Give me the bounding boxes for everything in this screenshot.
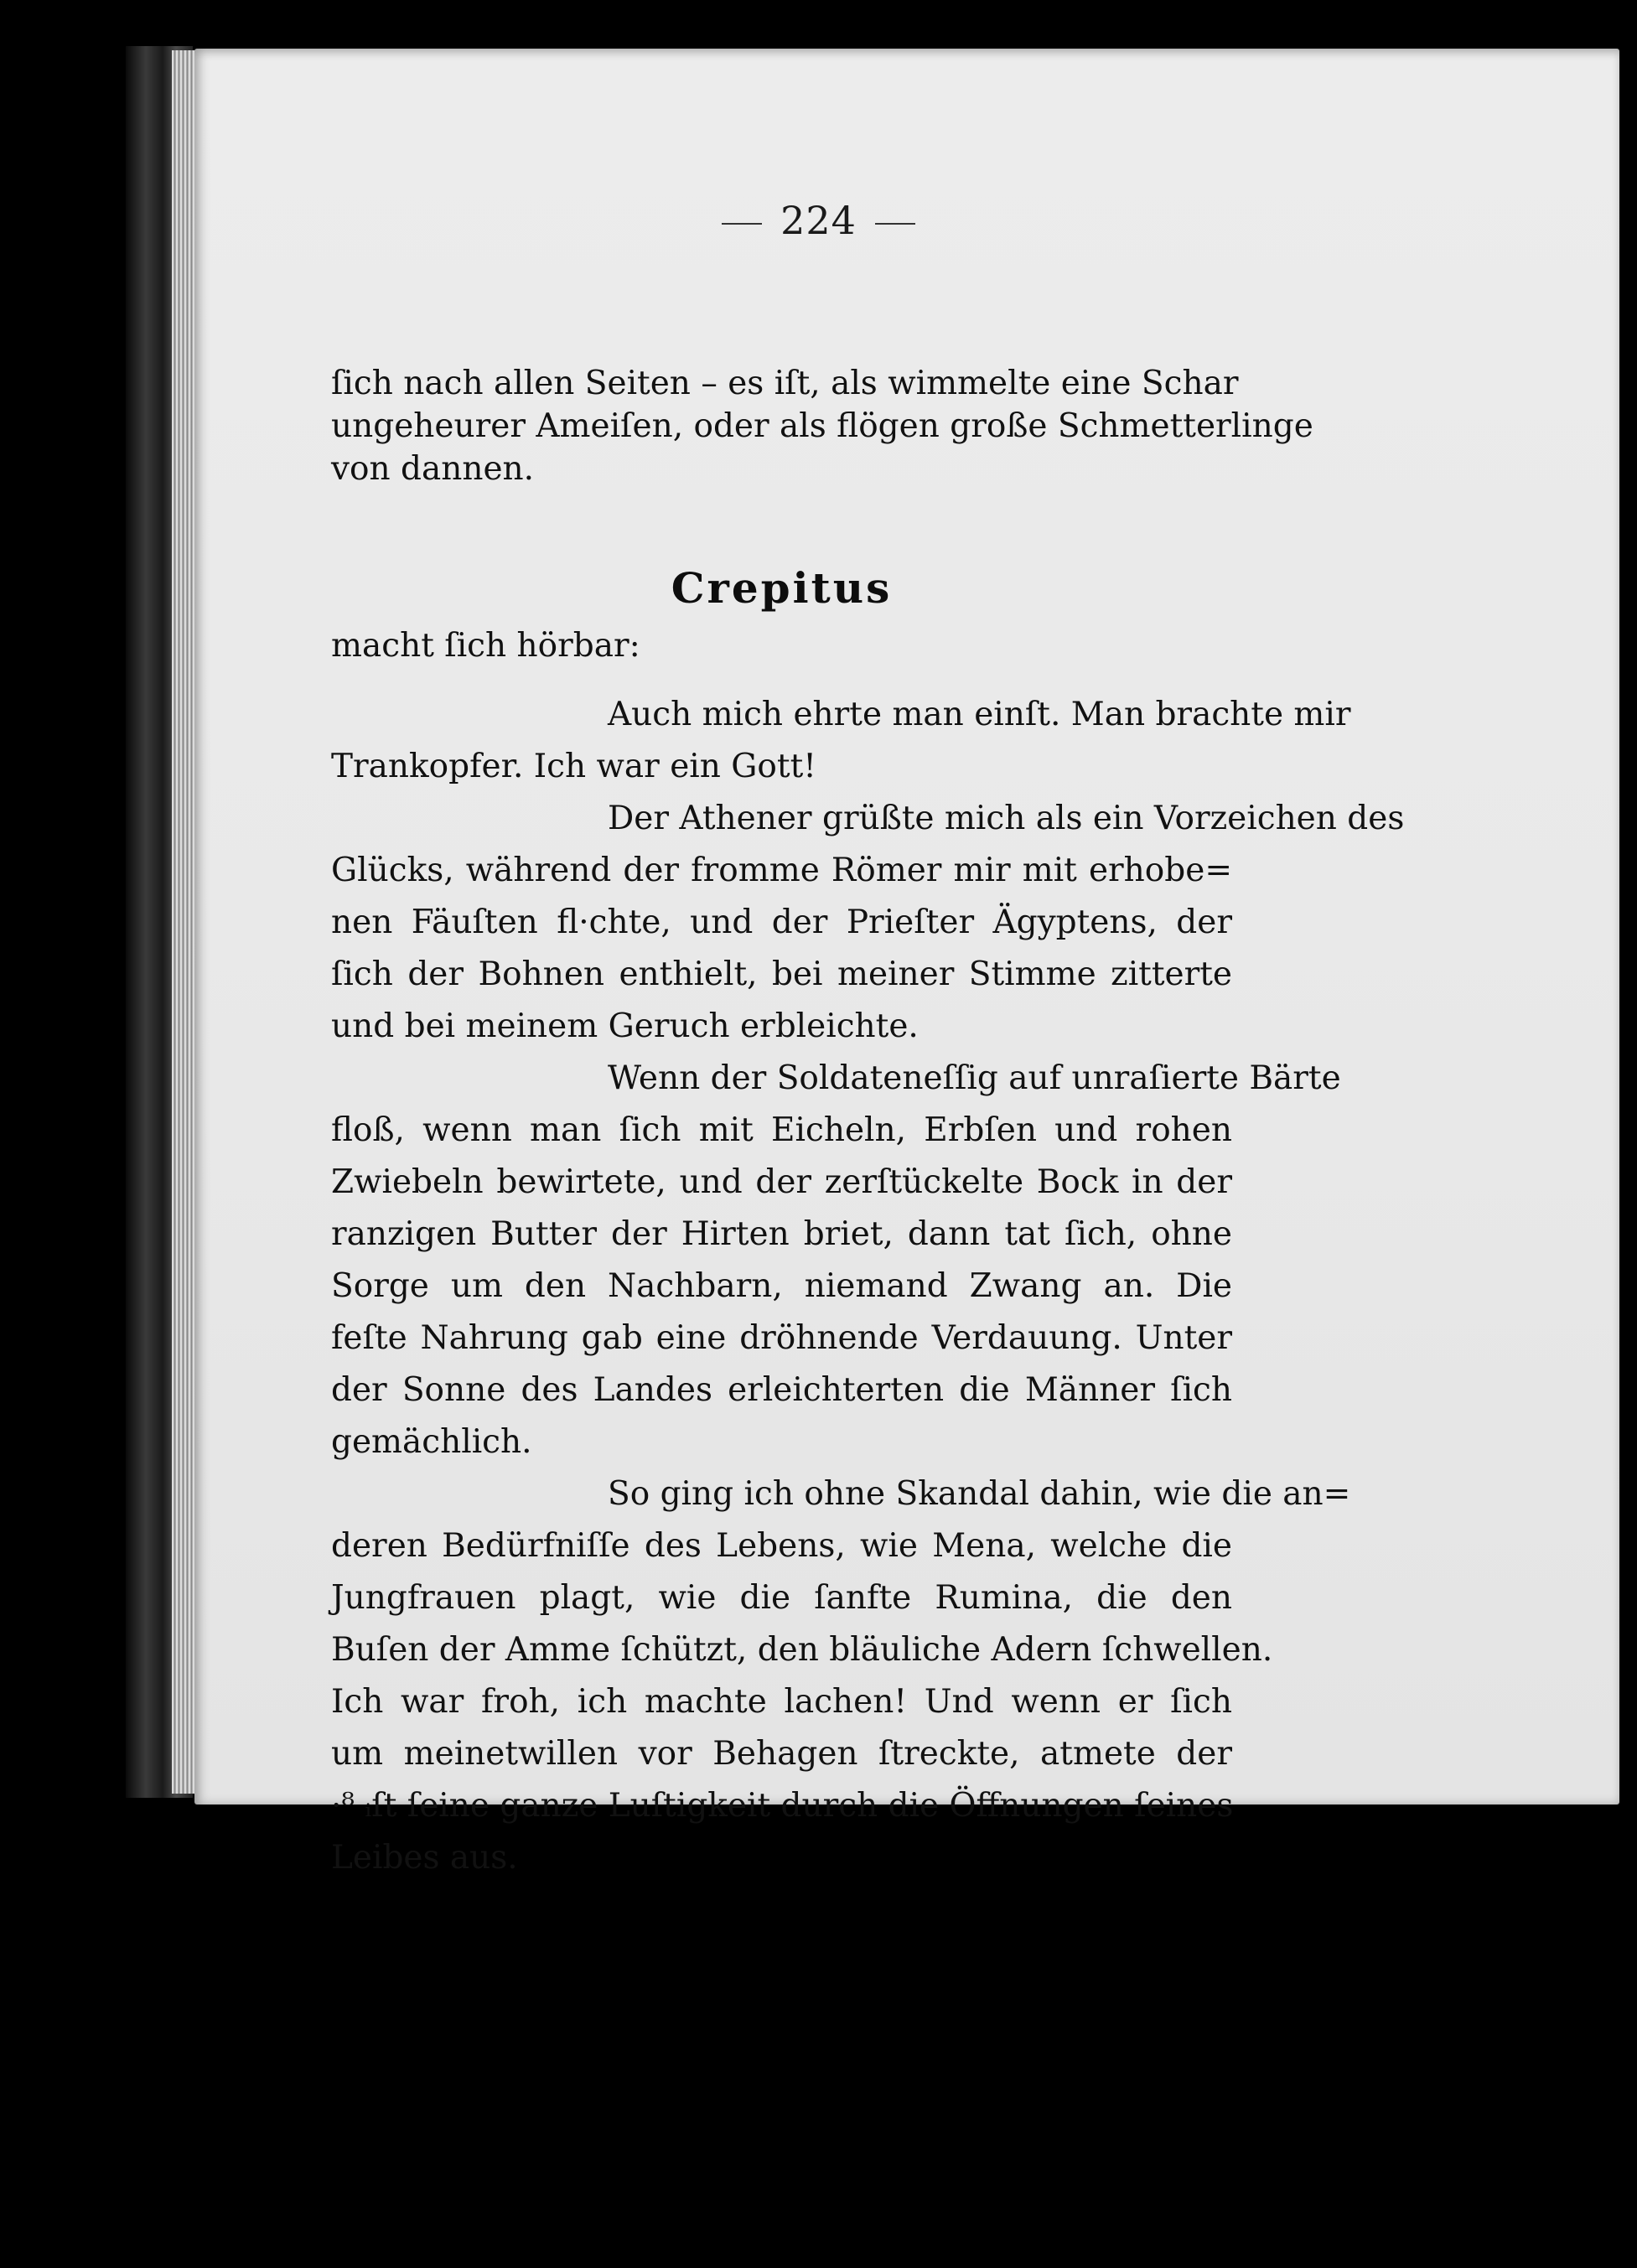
text-line: Glücks, während der fromme Römer mir mit erhobe= xyxy=(331,852,1232,889)
text-line: Wenn der Soldateneſſig auf unraſierte Bärte xyxy=(608,1059,1341,1097)
page-number-header xyxy=(0,198,1637,243)
text-line: Auch mich ehrte man einſt. Man brachte mir xyxy=(608,696,1351,733)
text-line: von dannen. xyxy=(331,450,535,488)
text-line: ungeheurer Ameiſen, oder als flögen große Schmetterlinge xyxy=(331,407,1313,445)
folio-dash-right xyxy=(875,223,915,225)
text-line: um meinetwillen vor Behagen ſtreckte, atmete der xyxy=(331,1735,1232,1773)
text-line: Ich war froh, ich machte lachen! Und wenn er ſich xyxy=(331,1683,1232,1721)
text-line: So ging ich ohne Skandal dahin, wie die an= xyxy=(608,1475,1351,1513)
text-line: floß, wenn man ſich mit Eicheln, Erbſen und rohen xyxy=(331,1111,1232,1149)
text-line: feſte Nahrung gab eine dröhnende Verdauung. Unter xyxy=(331,1319,1232,1357)
text-line: Trankopfer. Ich war ein Gott! xyxy=(331,748,816,785)
text-line: der Sonne des Landes erleichterten die Männer ſich xyxy=(331,1371,1232,1409)
page-number: 224 xyxy=(780,198,857,243)
text-line: ranzigen Butter der Hirten briet, dann tat ſich, ohne xyxy=(331,1215,1232,1253)
text-line: Der Athener grüßte mich als ein Vorzeichen des xyxy=(608,800,1405,837)
text-line: ſich nach allen Seiten – es iſt, als wimmelte eine Schar xyxy=(331,365,1239,402)
text-line: nen Fäuſten fl·chte, und der Prieſter Ägyptens, der xyxy=(331,904,1232,941)
stage-direction: macht ſich hörbar: xyxy=(331,627,640,665)
text-line: Buſen der Amme ſchützt, den bläuliche Adern ſchwellen. xyxy=(331,1631,1273,1669)
text-line: ſich der Bohnen enthielt, bei meiner Stimme zitterte xyxy=(331,955,1232,993)
text-line: gemächlich. xyxy=(331,1423,532,1461)
text-line: Sorge um den Nachbarn, niemand Zwang an. Die xyxy=(331,1267,1232,1305)
text-line: deren Bedürfniſſe des Lebens, wie Mena, welche die xyxy=(331,1527,1232,1565)
text-line: Jungfrauen plagt, wie die ſanfte Rumina, die den xyxy=(331,1579,1232,1617)
text-line: Zwiebeln bewirtete, und der zerſtückelte Bock in der xyxy=(331,1163,1232,1201)
text-line: ·⁸ ᵢſt ſeine ganze Luſtigkeit durch die Öffnungen ſeines xyxy=(331,1787,1234,1825)
section-heading: Crepitus xyxy=(671,563,893,613)
text-line: Leibes aus. xyxy=(331,1839,518,1877)
text-line: und bei meinem Geruch erbleichte. xyxy=(331,1007,919,1045)
folio-dash-left xyxy=(722,223,762,225)
